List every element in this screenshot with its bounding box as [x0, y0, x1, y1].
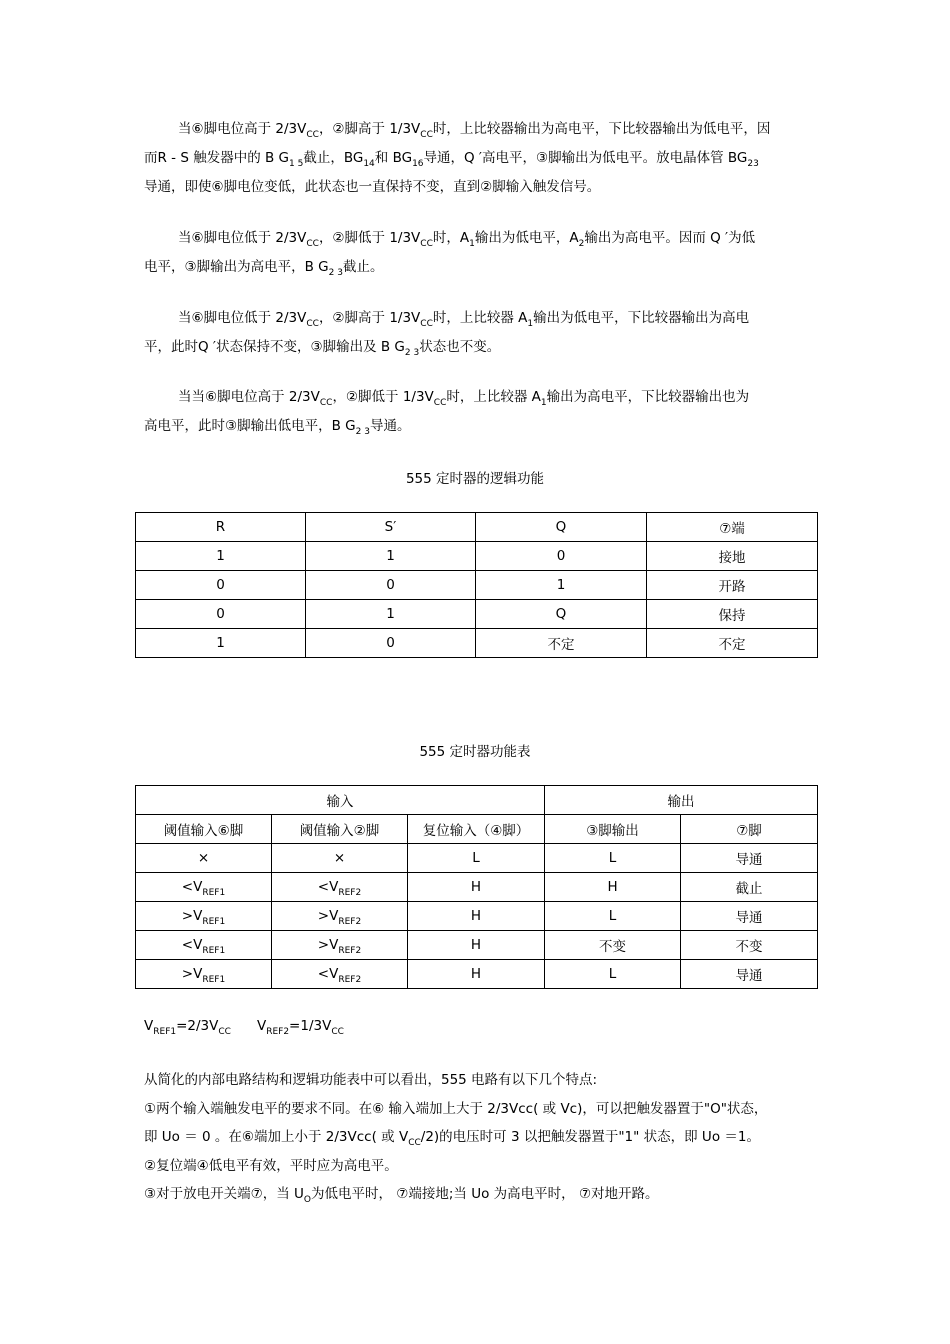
table-cell: 1 [306, 600, 476, 629]
table-row [136, 786, 818, 815]
table-header-cell: R [136, 513, 306, 542]
table-cell: H [545, 873, 681, 902]
table-cell: H [408, 902, 545, 931]
input-group-header: 输入 [136, 786, 545, 815]
paragraph-3-line-2: 平，此时Q ′状态保持不变，③脚输出及 B $G_{2 3}$状态也不变。 [144, 339, 501, 358]
table-cell: 0 [136, 600, 306, 629]
table-cell: 导通 [681, 960, 818, 989]
table-cell: 1 [306, 542, 476, 571]
output-group-header: 输出 [545, 786, 818, 815]
table-header-cell: S′ [306, 513, 476, 542]
table-cell: $>V_{REF1}$ [136, 902, 272, 931]
table-cell: L [545, 844, 681, 873]
table-row [136, 600, 818, 629]
paragraph-4-line-1: 当当⑥脚电位高于 $2/3V_{CC}$，②脚低于 $1/3V_{CC}$时，上比较器 $A_1$输出为高电平，下比较器输出也为 [178, 389, 750, 408]
paragraph-4-line-2: 高电平，此时③脚输出低电平，B $G_{2 3}$导通。 [144, 418, 411, 437]
paragraph-1-line-3: 导通，即使⑥脚电位变低，此状态也一直保持不变，直到②脚输入触发信号。 [144, 179, 601, 195]
note-1-line-2: 即 Uo ＝ 0 。在⑥端加上小于 2/3Vcc( 或 $V_{CC}/2$)的电压时可 3 以把触发器置于"1" 状态，即 Uo ＝1。 [144, 1129, 760, 1148]
table-cell: 0 [306, 571, 476, 600]
table-row [136, 542, 818, 571]
table-cell: Q [476, 600, 647, 629]
table-cell: 不变 [681, 931, 818, 960]
paragraph-1 [144, 115, 809, 202]
features-notes [144, 1066, 814, 1209]
table-cell: 1 [476, 571, 647, 600]
function-table [135, 785, 818, 989]
table-cell: 不变 [545, 931, 681, 960]
table-cell: 0 [136, 571, 306, 600]
table-header-cell: ⑦端 [647, 513, 818, 542]
table-header-cell: ⑦脚 [681, 815, 818, 844]
table-cell: $>V_{REF2}$ [272, 902, 408, 931]
table-cell: 不定 [476, 629, 647, 658]
logic-table [135, 512, 818, 658]
table-row [136, 571, 818, 600]
logic-table-caption: 555 定时器的逻辑功能 [405, 471, 545, 487]
note-1-line-1: ①两个输入端触发电平的要求不同。在⑥ 输入端加上大于 2/3Vcc( 或 Vc)，可以把触发器置于"O"状态， [144, 1100, 768, 1117]
table-cell: H [408, 873, 545, 902]
table-cell: × [272, 844, 408, 873]
table-header-cell: 阈值输入②脚 [272, 815, 408, 844]
table-row [136, 873, 818, 902]
table-header-cell: ③脚输出 [545, 815, 681, 844]
reference-voltage-formula: $V_{REF1}=2/3V_{CC}$ $V_{REF2}=1/3V_{CC}$ [144, 1018, 344, 1037]
table-cell: L [408, 844, 545, 873]
paragraph-1-line-2: 而R - S 触发器中的 B $G_{1 5}$截止，$BG_{14}$和 $BG_{16}$导通，Q ′高电平，③脚输出为低电平。放电晶体管 $BG_{23}$ [144, 150, 759, 169]
table-cell: $<V_{REF2}$ [272, 873, 408, 902]
table-cell: 0 [476, 542, 647, 571]
table-header-cell: 阈值输入⑥脚 [136, 815, 272, 844]
table-row [136, 902, 818, 931]
paragraph-3 [144, 304, 809, 362]
table-row [136, 931, 818, 960]
table-cell: 保持 [647, 600, 818, 629]
table-cell: 1 [136, 542, 306, 571]
paragraph-1-line-1: 当⑥脚电位高于 $2/3V_{CC}$，②脚高于 $1/3V_{CC}$时，上比较器输出为高电平，下比较器输出为低电平，因 [178, 121, 771, 140]
table-cell: 导通 [681, 844, 818, 873]
table-header-cell: Q [476, 513, 647, 542]
table-cell: H [408, 931, 545, 960]
table-cell: $>V_{REF1}$ [136, 960, 272, 989]
table-cell: × [136, 844, 272, 873]
function-table-caption: 555 定时器功能表 [419, 744, 531, 760]
paragraph-2-line-2: 电平，③脚输出为高电平，B $G_{2 3}$截止。 [144, 259, 384, 278]
table-cell: 导通 [681, 902, 818, 931]
table-row [136, 960, 818, 989]
table-cell: 0 [306, 629, 476, 658]
table-cell: $<V_{REF2}$ [272, 960, 408, 989]
table-cell: 不定 [647, 629, 818, 658]
table-cell: 开路 [647, 571, 818, 600]
table-cell: 接地 [647, 542, 818, 571]
paragraph-2 [144, 224, 809, 282]
table-cell: L [545, 960, 681, 989]
table-cell: $>V_{REF2}$ [272, 931, 408, 960]
table-cell: H [408, 960, 545, 989]
paragraph-2-line-1: 当⑥脚电位低于 $2/3V_{CC}$，②脚低于 $1/3V_{CC}$时，$A_1$输出为低电平，$A_2$输出为高电平。因而 Q ′为低 [178, 230, 756, 249]
table-header-cell: 复位输入（④脚） [408, 815, 545, 844]
table-cell: $<V_{REF1}$ [136, 931, 272, 960]
table-row [136, 844, 818, 873]
paragraph-3-line-1: 当⑥脚电位低于 $2/3V_{CC}$，②脚高于 $1/3V_{CC}$时，上比较器 $A_1$输出为低电平，下比较器输出为高电 [178, 310, 750, 329]
table-cell: $<V_{REF1}$ [136, 873, 272, 902]
paragraph-4 [144, 383, 809, 441]
table-row [136, 815, 818, 844]
table-cell: 1 [136, 629, 306, 658]
table-cell: L [545, 902, 681, 931]
note-2: ②复位端④低电平有效，平时应为高电平。 [144, 1157, 398, 1174]
table-row [136, 629, 818, 658]
notes-intro: 从简化的内部电路结构和逻辑功能表中可以看出，555 电路有以下几个特点: [144, 1072, 598, 1088]
note-3: ③对于放电开关端⑦，当 $U_O$为低电平时， ⑦端接地;当 Uo 为高电平时， ⑦对地开路。 [144, 1186, 659, 1205]
table-row [136, 513, 818, 542]
table-cell: 截止 [681, 873, 818, 902]
